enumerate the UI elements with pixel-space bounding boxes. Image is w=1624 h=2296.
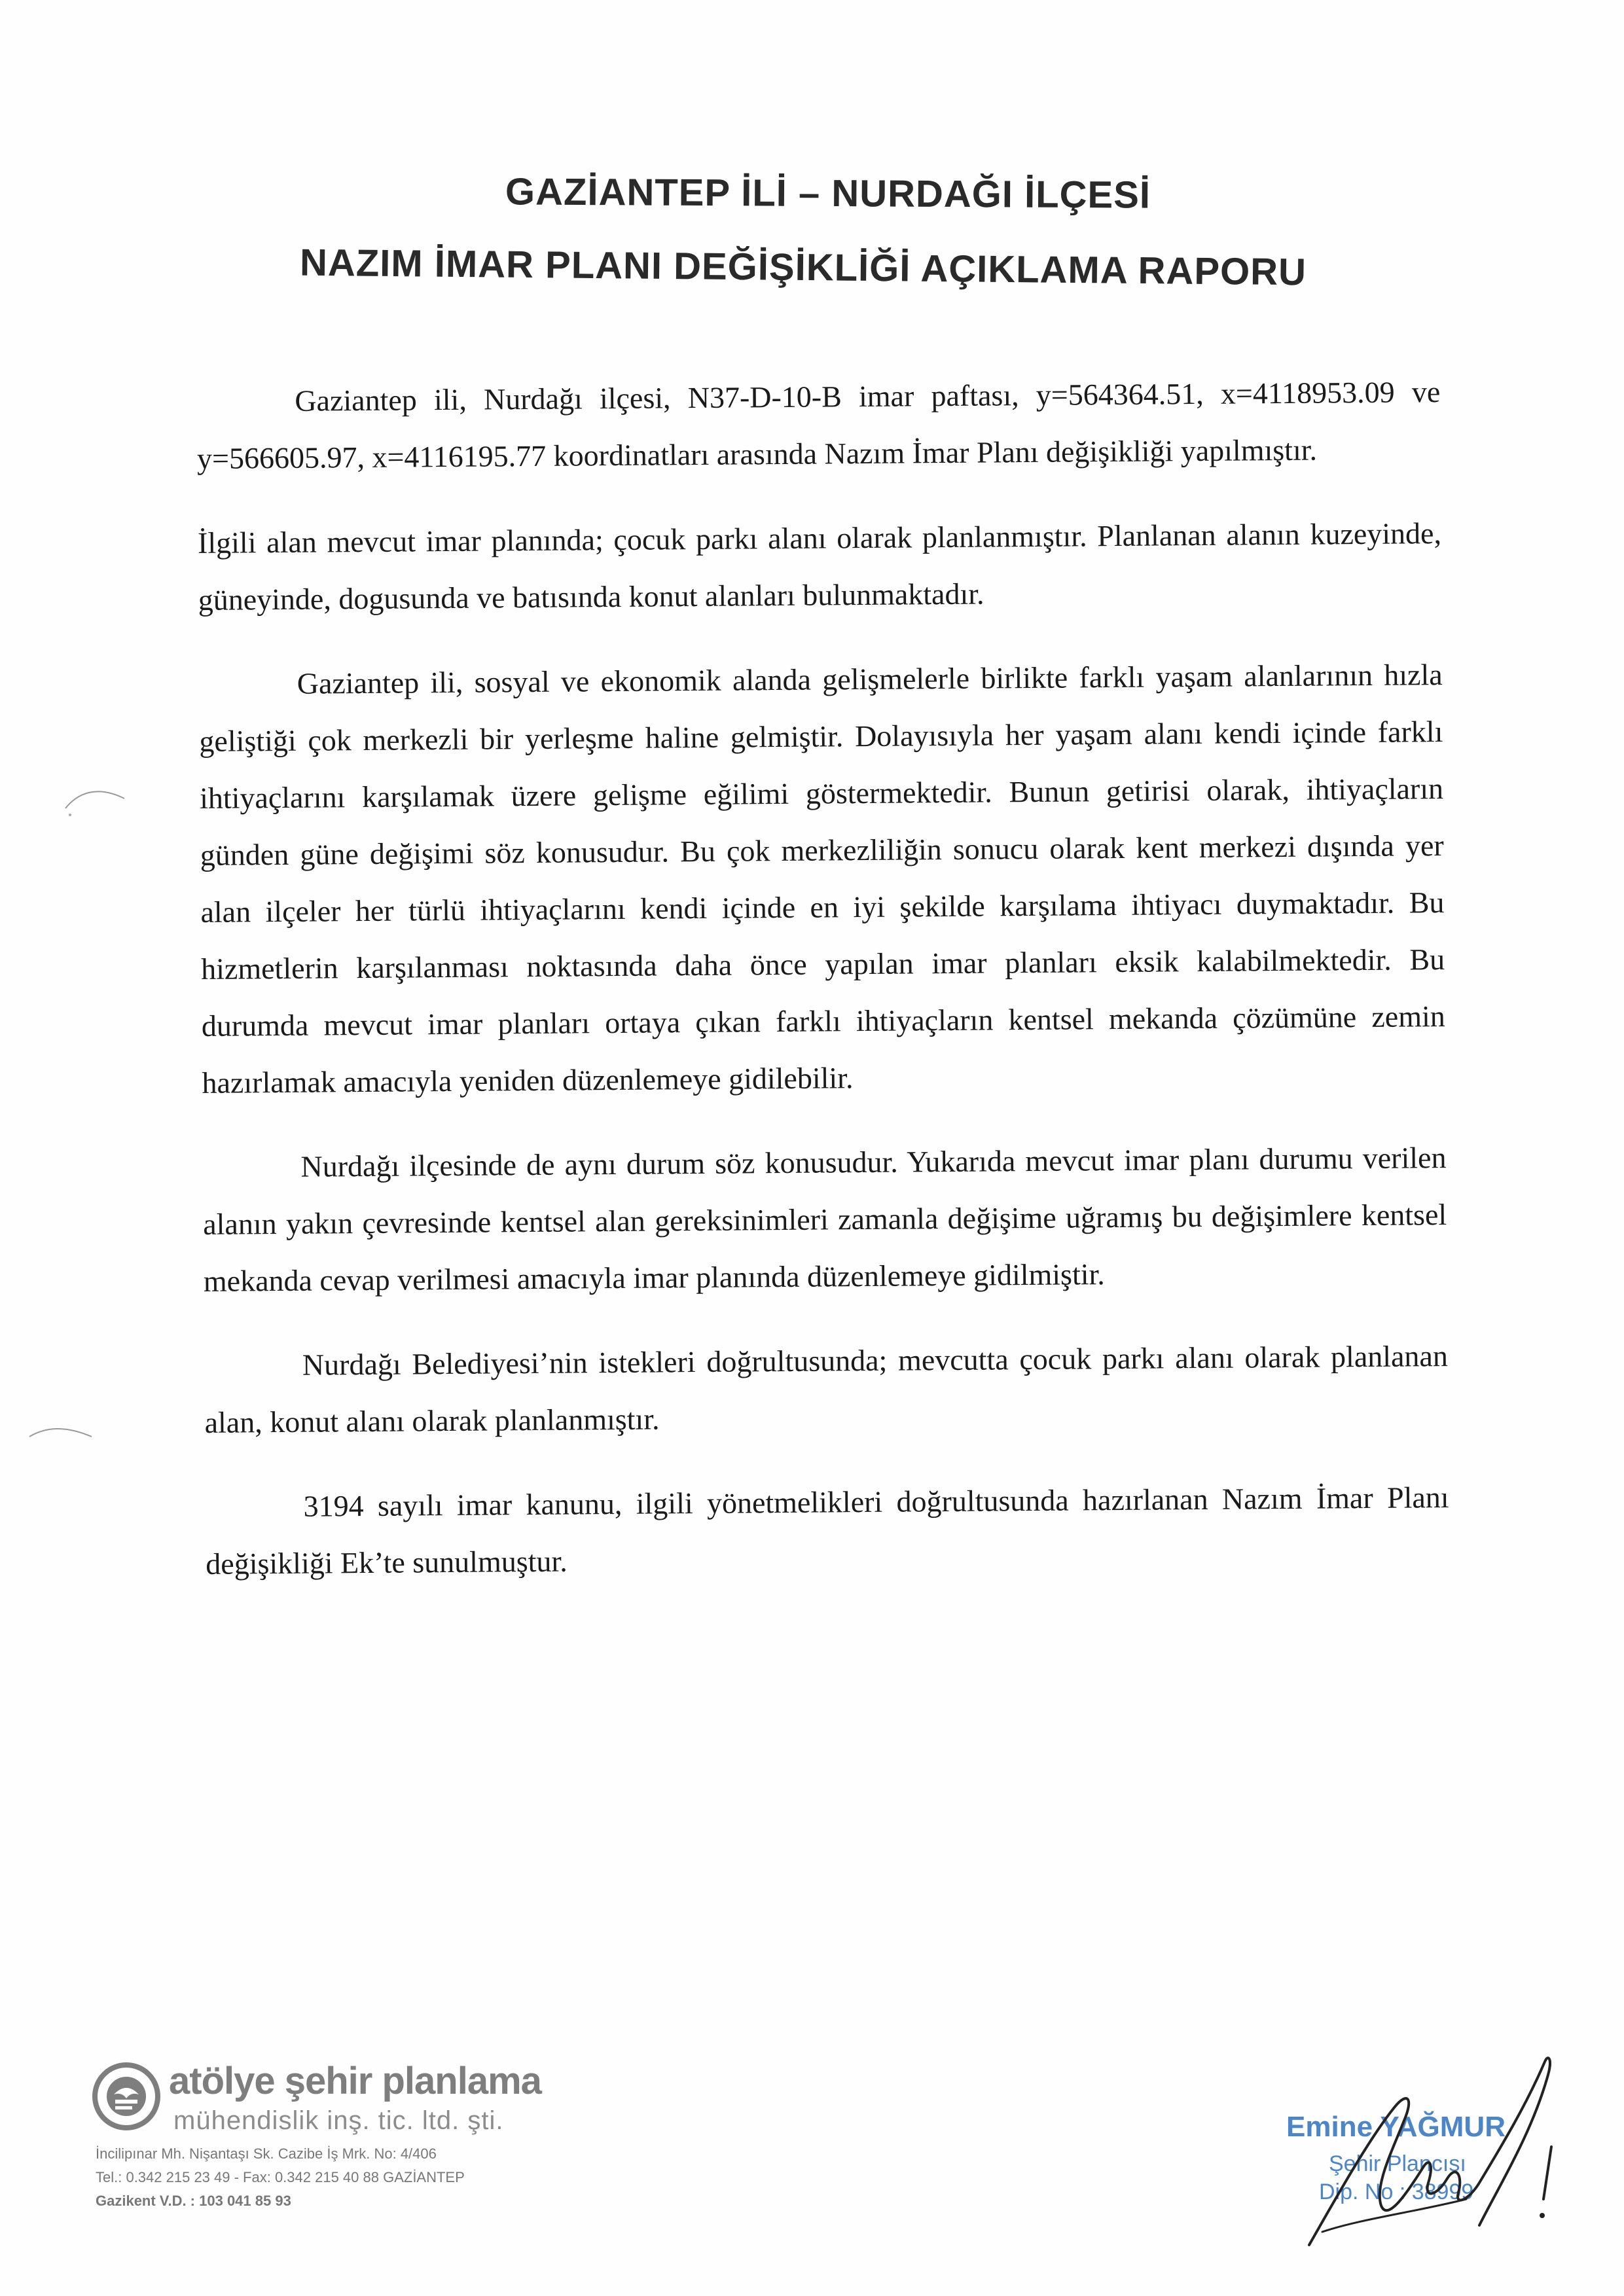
handwritten-signature [1283, 2036, 1584, 2271]
paragraph-coordinates: Gaziantep ili, Nurdağı ilçesi, N37-D-10-B imar paftası, y=564364.51, x=4118953.09 ve y=566605.97, x=4116195.77 koordinatları arasında Nazım İmar Planı değişikliği yapılmıştır. [196, 375, 1441, 475]
stamp-title: Şehir Plancısı [1329, 2151, 1466, 2176]
paragraph-current-plan: İlgili alan mevcut imar planında; çocuk parkı alanı olarak planlanmıştır. Planlanan alanın kuzeyinde, güneyinde, dogusunda ve batısında konut alanları bulunmaktadır. [197, 516, 1442, 617]
document-title-line-1: GAZİANTEP İLİ – NURDAĞI İLÇESİ [505, 170, 1151, 217]
stamp-diploma: Dip. No : 38999 [1319, 2179, 1474, 2204]
company-phone: Tel.: 0.342 215 23 49 - Fax: 0.342 215 40 88 GAZİANTEP [96, 2169, 465, 2185]
company-address: İncilipınar Mh. Nişantaşı Sk. Cazibe İş Mrk. No: 4/406 [96, 2145, 437, 2162]
company-subtitle: mühendislik inş. tic. ltd. şti. [173, 2106, 504, 2135]
report-body [196, 363, 1450, 1620]
paragraph-law-reference: 3194 sayılı imar kanunu, ilgili yönetmelikleri doğrultusunda hazırlanan Nazım İmar Planı değişikliği Ek’te sunulmuştur. [206, 1480, 1449, 1581]
margin-scribble-mark [62, 782, 134, 821]
margin-scribble-mark [26, 1420, 98, 1446]
document-title-line-2: NAZIM İMAR PLANI DEĞİŞİKLİĞİ AÇIKLAMA RAPORU [299, 241, 1307, 294]
stamp-name: Emine YAĞMUR [1286, 2111, 1506, 2143]
company-name: atölye şehir planlama [169, 2060, 541, 2102]
paragraph-nurdagi-situation: Nurdağı ilçesinde de aynı durum söz konusudur. Yukarıda mevcut imar planı durumu verilen alanın yakın çevresinde kentsel alan gereksinimleri zamanla değişime uğramış bu değişimlere kentsel mekanda cevap verilmesi amacıyla imar planında düzenlemeye gidilmiştir. [203, 1141, 1447, 1298]
company-logo-icon [92, 2062, 161, 2131]
paragraph-gaziantep-development: Gaziantep ili, sosyal ve ekonomik alanda gelişmelerle birlikte farklı yaşam alanlarının hızla geliştiği çok merkezli bir yerleşme haline gelmiştir. Dolayısıyla her yaşam alanı kendi içinde farklı ihtiyaçlarını karşılamak üzere gelişme eğilimi göstermektedir. Bunun getirisi olarak, ihtiyaçların günden güne değişimi söz konusudur. Bu çok merkezliliğin sonucu olarak kent merkezi dışında yer alan ilçeler her türlü ihtiyaçlarını kendi içinde en iyi şekilde karşılama ihtiyacı duymaktadır. Bu hizmetlerin karşılanması noktasında daha önce yapılan imar planları eksik kalabilmektedir. Bu durumda mevcut imar planları ortaya çıkan farklı ihtiyaçların kentsel mekanda çözümüne zemin hazırlamak amacıyla yeniden düzenlemeye gidilebilir. [199, 658, 1445, 1100]
paragraph-municipality-request: Nurdağı Belediyesi’nin istekleri doğrultusunda; mevcutta çocuk parkı alanı olarak planlanan alan, konut alanı olarak planlanmıştır. [204, 1339, 1449, 1439]
company-tax-office: Gazikent V.D. : 103 041 85 93 [96, 2193, 291, 2209]
